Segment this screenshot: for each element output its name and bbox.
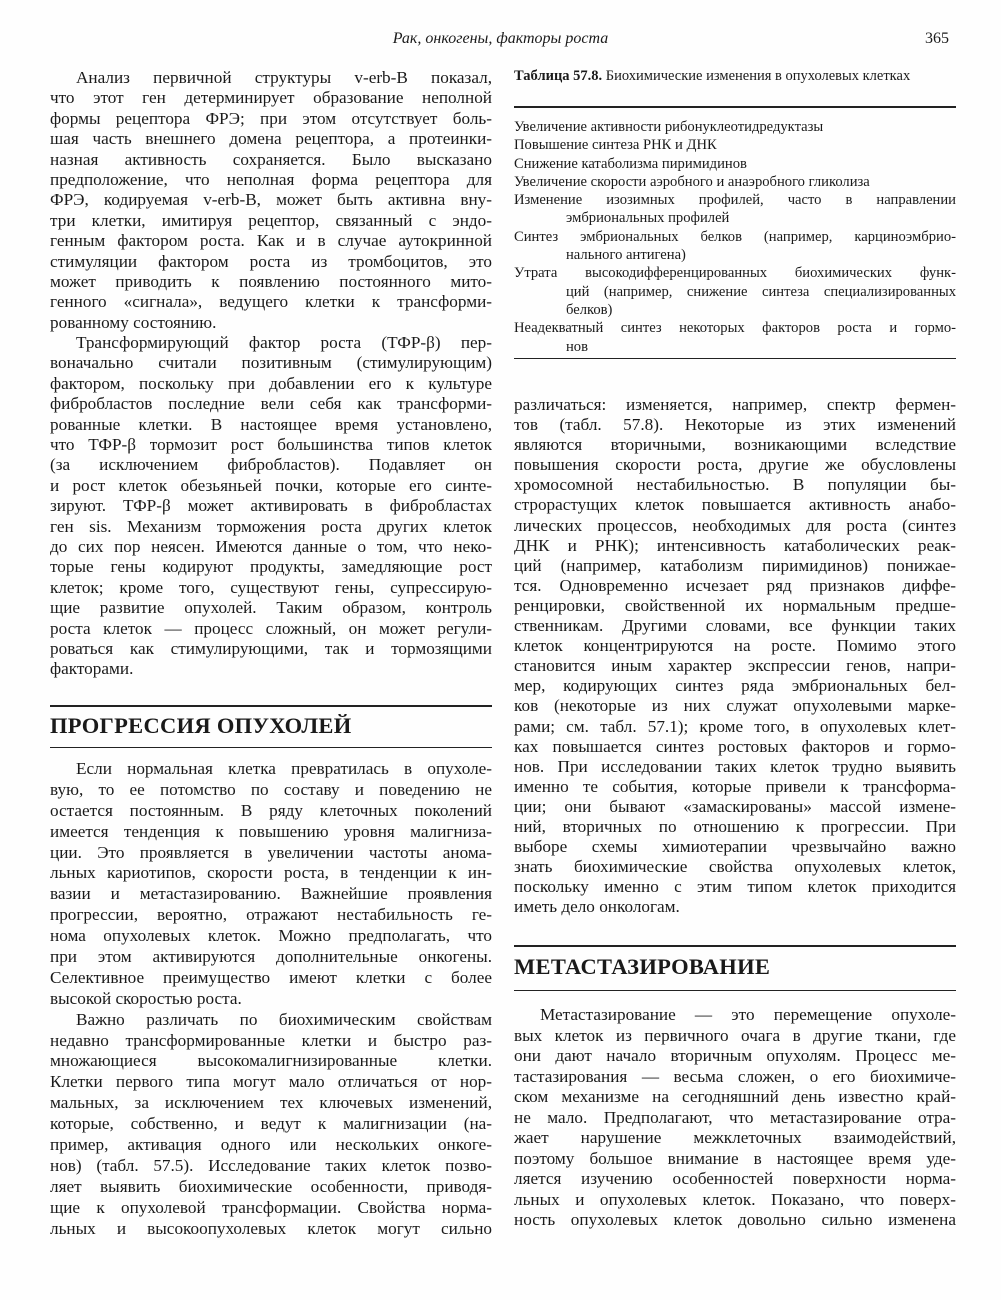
text-line: фактором, поскольку при добавлении его к культуре <box>50 373 492 393</box>
text-line: Важно различать по биохимическим свойствам <box>76 1009 492 1029</box>
text-line: что этот ген детерминирует образование неполной <box>50 88 492 108</box>
text-line: тся. Одновременно исчезает ряд признаков диффе- <box>514 575 956 595</box>
text-line: жает нарушение межклеточных взаимодействий, <box>514 1128 956 1147</box>
text-line: что ТФР-β тормозит рост большинства типов клеток <box>50 435 492 455</box>
table-item-line: Увеличение активности рибонуклеотидредуктазы <box>514 119 824 135</box>
text-line: ков (некоторые из них служат опухолевыми марке- <box>514 696 956 716</box>
table-label: Таблица 57.8. <box>514 68 603 84</box>
text-line: назная активность сохраняется. Было высказано <box>50 149 492 169</box>
table-item-line: Изменение изозимных профилей, часто в направлении <box>514 192 956 209</box>
text-line: нов) (табл. 57.5). Исследование таких клеток позво- <box>50 1155 492 1175</box>
section-heading-metastasis: МЕТАСТАЗИРОВАНИЕ <box>514 954 771 979</box>
text-line: ках повышается синтез ростовых факторов и гормо- <box>514 736 956 756</box>
text-line: формы рецептора ФРЭ; при этом отсутствует боль- <box>50 108 492 128</box>
section-rule-bottom <box>50 747 492 748</box>
text-line: фибробластов последние вели себя как трансформи- <box>50 394 492 414</box>
text-line: вых клеток из первичного очага в другие ткани, где <box>514 1025 956 1045</box>
text-line: пример, активация одного или нескольких онкоге- <box>50 1135 492 1155</box>
text-line: имеется тенденция к повышению уровня малигниза- <box>50 821 492 841</box>
text-line: Если нормальная клетка превратилась в опухоле- <box>76 759 492 778</box>
running-title: Рак, онкогены, факторы роста <box>392 30 609 47</box>
table-item-line: Синтез эмбриональных белков (например, карциноэмбрио- <box>514 228 956 245</box>
text-line: ДНК и РНК); интенсивность катаболических реак- <box>514 535 956 555</box>
text-line: ственникам. Другими словами, все функции таких <box>514 616 956 636</box>
text-line: остается постоянным. В ряду клеточных поколений <box>50 800 492 820</box>
text-line: ции; они бывают «замаскированы» массой измене- <box>514 796 956 816</box>
text-line: являются вторичными, возникающими вследствие <box>514 435 956 455</box>
text-line: ляется изучению особенностей поверхности норма- <box>514 1169 956 1188</box>
text-line: воначально считали позитивным (стимулирующим) <box>50 353 492 373</box>
text-line: ген sis. Механизм торможения роста других клеток <box>50 516 492 536</box>
text-line: рами; см. табл. 57.1); кроме того, в опухолевых клет- <box>514 716 956 736</box>
text-line: клеток концентрируются на росте. Помимо этого <box>514 636 956 656</box>
text-line: клеток; кроме того, существуют гены, супрессирую- <box>50 577 492 597</box>
text-line: ском механизме на сегодняшний день известно край- <box>514 1087 956 1106</box>
text-line: ний, вторичных по отношению к прогрессии. При <box>514 816 956 836</box>
text-line: мер, кодирующих синтез ряда эмбриональных бел- <box>514 676 956 696</box>
text-line: факторами. <box>50 659 134 679</box>
text-line: знать биохимические свойства опухолевых клеток, <box>514 857 956 877</box>
left-top-text <box>50 68 492 680</box>
text-line: щие развитие опухолей. Таким образом, контроль <box>50 598 492 618</box>
progression-text <box>50 759 492 1239</box>
section-rule-top <box>514 945 956 947</box>
text-line: они дают начало вторичным опухолям. Процесс ме- <box>514 1046 956 1065</box>
text-line: ляет выявить биохимические особенности, приводя- <box>50 1176 492 1196</box>
text-line: лических процессов, необходимых для роста (синтез <box>514 515 956 535</box>
text-line: зируют. ТФР-β может активировать в фибробластах <box>50 496 492 516</box>
text-line: тастазирования — весьма сложен, о его биохимиче- <box>514 1066 956 1086</box>
text-line: строрастущих клеток повышается активность анабо- <box>514 495 956 515</box>
table-caption-text: Биохимические изменения в опухолевых клетках <box>605 68 911 84</box>
table-item-line: Неадекватный синтез некоторых факторов роста и гормо- <box>514 320 956 337</box>
text-line: повышения скорости роста, другие же обусловлены <box>514 455 956 475</box>
text-line: льных и опухолевых клеток. Показано, что поверх- <box>514 1189 956 1209</box>
table-rule-bottom <box>514 358 956 359</box>
metastasis-text <box>514 1005 956 1231</box>
text-line: прогрессии, вероятно, отражают нестабильность ге- <box>50 905 492 925</box>
text-line: высокой скоростью роста. <box>50 988 242 1008</box>
table-item-line: Повышение синтеза РНК и ДНК <box>514 137 717 154</box>
text-line: мальных, за исключением тех ключевых изменений, <box>50 1093 492 1113</box>
text-line: которые, собственно, и ведут к малигнизации (на- <box>50 1114 492 1134</box>
text-line: щие к опухолевой трансформации. Свойства норма- <box>50 1197 492 1217</box>
table-caption <box>514 68 956 84</box>
text-line: торые гены кодируют продукты, замедляющие рост <box>50 557 492 577</box>
text-line: становится иным характер экспрессии генов, напри- <box>514 656 956 676</box>
text-line: роваться как стимулирующими, так и тормозящими <box>50 638 492 658</box>
text-line: ФРЭ, кодируемая v-erb-B, может быть активна вну- <box>50 190 492 210</box>
text-line: ность опухолевых клеток довольно сильно изменена <box>514 1210 956 1229</box>
text-line: роста клеток — процесс сложный, он может регули- <box>50 618 492 638</box>
text-line: и рост клеток обезьяньей почки, которые его синте- <box>50 475 492 495</box>
text-line: рованному состоянию. <box>50 312 217 332</box>
text-line: до сих пор неясен. Имеются данные о том, что неко- <box>50 536 492 556</box>
section-rule-top <box>50 705 492 707</box>
table-item-line: Утрата высокодифференцированных биохимических функ- <box>514 265 956 282</box>
text-line: льных кариотипов, скорости роста, в тенденции к ин- <box>50 863 492 883</box>
text-line: рованные клетки. В настоящее время установлено, <box>50 414 492 434</box>
text-line: генного «сигнала», ведущего клетки к трансформи- <box>50 292 492 312</box>
text-line: вую, то ее потомство по составу и поведению не <box>50 779 492 799</box>
text-line: ренцировки, свойственной их нормальным предше- <box>514 595 956 615</box>
text-line: ции. Это проявляется в увеличении частоты анома- <box>50 842 492 862</box>
text-line: льных и высокоопухолевых клеток могут сильно <box>50 1218 492 1238</box>
table-item-line: Снижение катаболизма пиримидинов <box>514 155 747 172</box>
text-line: предположение, что неполная форма рецептора для <box>50 169 492 189</box>
text-line: недавно трансформированные клетки и быстро раз- <box>50 1030 492 1050</box>
text-line: поэтому большое внимание в настоящее время уде- <box>514 1148 956 1168</box>
table-item-line: Увеличение скорости аэробного и анаэробного гликолиза <box>514 173 870 190</box>
page-number: 365 <box>925 30 949 47</box>
text-line: генным фактором роста. Как и в случае аутокринной <box>50 231 492 251</box>
text-line: Анализ первичной структуры v-erb-B показал, <box>76 68 492 87</box>
text-line: может приводить к появлению постоянного мито- <box>50 271 492 291</box>
right-continuation-text <box>514 395 956 917</box>
text-line: три клетки, имитируя рецептор, связанный с эндо- <box>50 210 492 230</box>
table-item-line: белков) <box>566 301 613 318</box>
text-line: именно те события, которые привели к трансформа- <box>514 776 956 796</box>
text-line: вазии и метастазированию. Важнейшие проявления <box>50 884 492 904</box>
table-item-line: эмбриональных профилей <box>566 210 730 227</box>
text-line: иметь дело онкологам. <box>514 897 680 917</box>
text-line: выборе схемы химиотерапии чрезвычайно важно <box>514 837 956 857</box>
text-line: шая часть внешнего домена рецептора, а протеинки- <box>50 129 492 149</box>
text-line: Метастазирование — это перемещение опухоле- <box>540 1005 956 1024</box>
text-line: стимуляции фактором роста из тромбоцитов, это <box>50 251 492 271</box>
text-line: Трансформирующий фактор роста (ТФР-β) пер- <box>76 333 492 353</box>
text-line: Клетки первого типа могут мало отличаться от нор- <box>50 1072 492 1092</box>
text-line: (за исключением фибробластов). Подавляет он <box>50 455 492 475</box>
table-item-line: ций (например, снижение синтеза специализированных <box>566 283 956 300</box>
text-line: различаться: изменяется, например, спектр фермен- <box>514 395 956 414</box>
text-line: нов. При исследовании таких клеток трудно выявить <box>514 756 956 776</box>
text-line: тов (табл. 57.8). Некоторые из этих изменений <box>514 415 956 435</box>
text-line: поскольку именно с этим типом клеток приходится <box>514 877 956 897</box>
text-line: нома опухолевых клеток. Можно предполагать, что <box>50 926 492 946</box>
table-item-line: нального антигена) <box>566 247 686 264</box>
text-line: не мало. Предполагают, что метастазирование отра- <box>514 1107 956 1127</box>
text-line: ций (например, катаболизм пиримидинов) понижае- <box>514 555 956 575</box>
text-line: Селективное преимущество имеют клетки с более <box>50 967 492 987</box>
section-rule-bottom <box>514 990 956 991</box>
table-body <box>514 118 956 356</box>
text-line: хромосомной нестабильностью. В популяции бы- <box>514 475 956 495</box>
text-line: при этом активируются дополнительные онкогены. <box>50 947 492 967</box>
table-item-line: нов <box>566 338 588 355</box>
section-heading-progression: ПРОГРЕССИЯ ОПУХОЛЕЙ <box>50 713 352 738</box>
text-line: множающиеся высокомалигнизированные клетки. <box>50 1051 492 1071</box>
table-rule-top <box>514 106 956 108</box>
